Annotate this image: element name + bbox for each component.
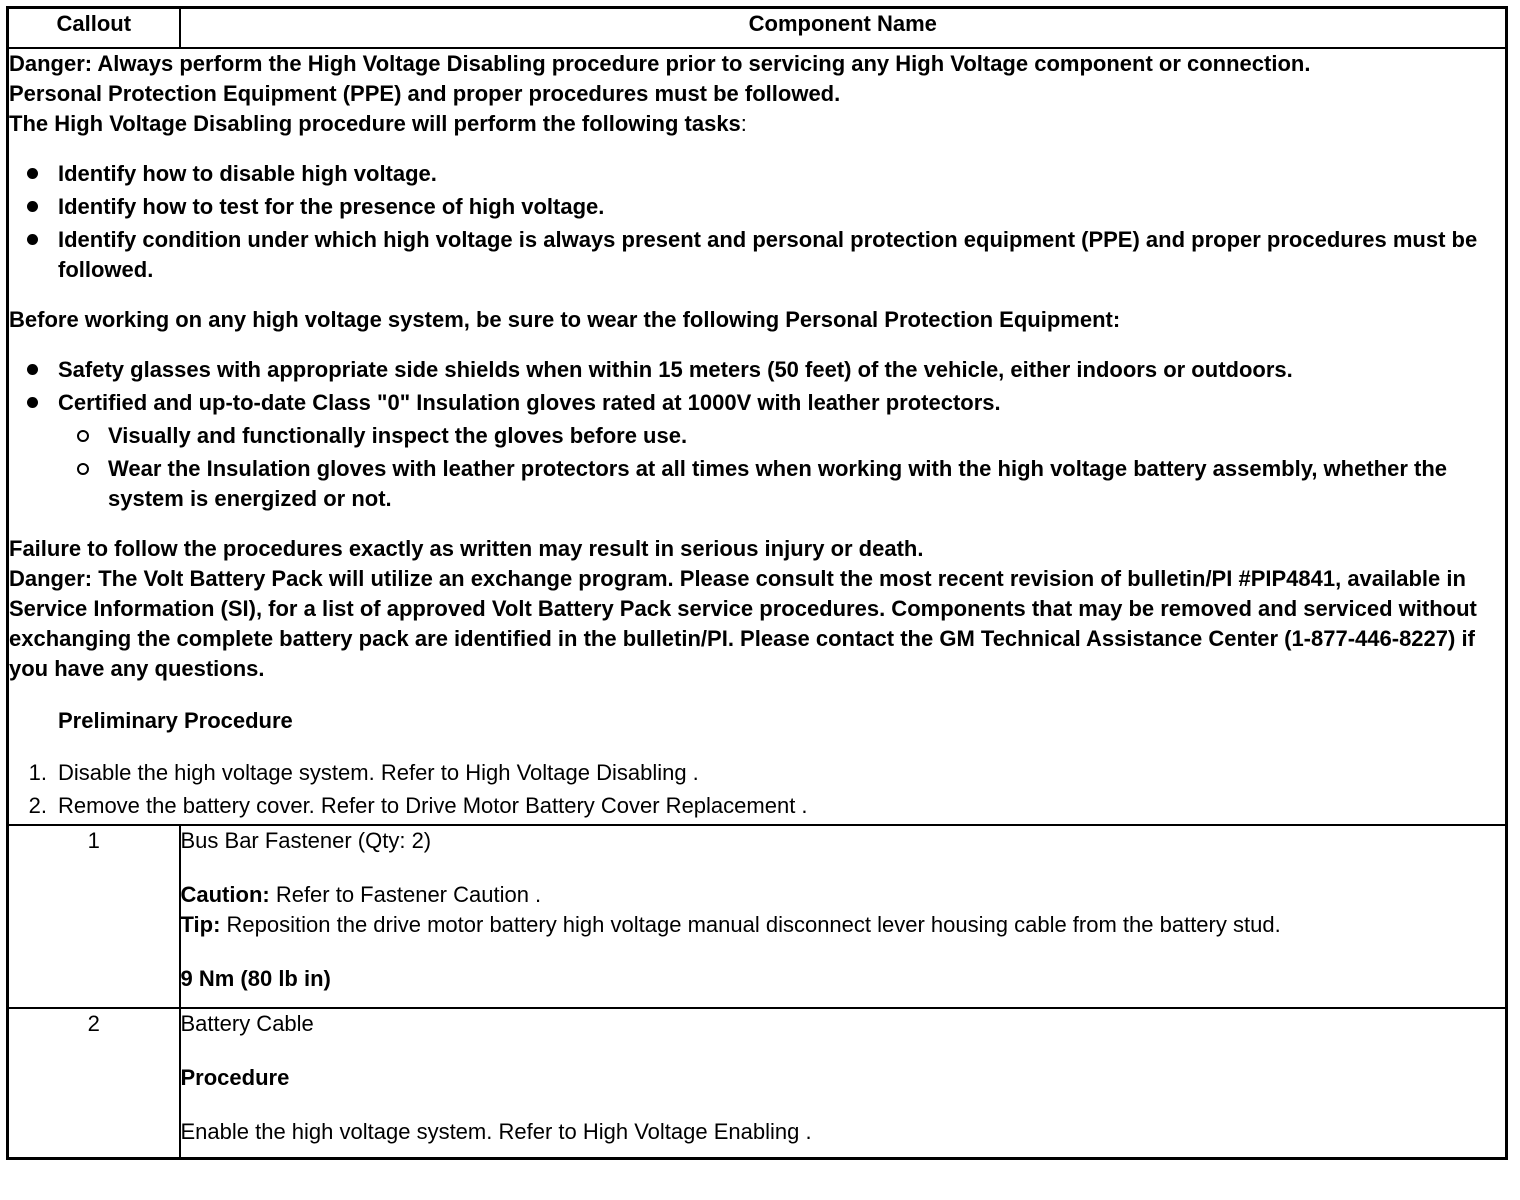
step-text: Disable the high voltage system. Refer to High Voltage Disabling . xyxy=(58,760,699,785)
step-item xyxy=(28,758,1505,788)
step-text: Remove the battery cover. Refer to Drive Motor Battery Cover Replacement . xyxy=(58,793,808,818)
torque-spec: 9 Nm (80 lb in) xyxy=(180,966,331,991)
caution-line xyxy=(181,880,1506,910)
caution-label: Caution: xyxy=(180,882,270,907)
callout-cell: 1 xyxy=(8,825,180,1008)
table-row xyxy=(8,825,1507,1008)
procedure-text: Enable the high voltage system. Refer to High Voltage Enabling . xyxy=(180,1119,812,1144)
danger-disabling-text: Danger: Always perform the High Voltage Disabling procedure prior to servicing any High Voltage component or connection. xyxy=(9,51,1311,76)
procedure-table xyxy=(6,6,1508,1160)
component-cell xyxy=(180,1008,1507,1158)
safety-notice xyxy=(8,48,1507,825)
component-cell xyxy=(180,825,1507,1008)
tip-label: Tip: xyxy=(180,912,221,937)
notice-row xyxy=(8,48,1507,825)
table-row xyxy=(8,1008,1507,1158)
tip-text: Reposition the drive motor battery high voltage manual disconnect lever housing cable from the battery stud. xyxy=(220,912,1281,937)
tip-line xyxy=(181,910,1506,940)
step-item xyxy=(28,791,1505,821)
preliminary-procedure-title: Preliminary Procedure xyxy=(58,708,293,733)
preliminary-steps xyxy=(9,758,1505,821)
sub-list-item: Visually and functionally inspect the gloves before use. xyxy=(108,421,1505,451)
callout-cell: 2 xyxy=(8,1008,180,1158)
callout-header: Callout xyxy=(8,8,180,49)
list-item: Identify how to test for the presence of high voltage. xyxy=(58,192,1505,222)
list-item: Identify condition under which high voltage is always present and personal protection equipment (PPE) and proper procedures must be followed. xyxy=(58,225,1505,285)
tasks-intro xyxy=(9,109,1505,139)
list-item: Safety glasses with appropriate side shields when within 15 meters (50 feet) of the vehicle, either indoors or outdoors. xyxy=(58,355,1505,385)
failure-warning: Failure to follow the procedures exactly as written may result in serious injury or death. xyxy=(9,536,924,561)
sub-list-item: Wear the Insulation gloves with leather protectors at all times when working with the high voltage battery assembly, whether the system is energized or not. xyxy=(108,454,1505,514)
gloves-sublist xyxy=(58,421,1505,514)
tasks-intro-text: The High Voltage Disabling procedure will perform the following tasks xyxy=(9,111,741,136)
tasks-intro-colon: : xyxy=(740,111,747,136)
step-number: 1. xyxy=(28,760,47,785)
component-name: Bus Bar Fastener (Qty: 2) xyxy=(180,828,432,853)
danger-exchange-text: Danger: The Volt Battery Pack will utilize an exchange program. Please consult the most recent revision of bulletin/PI #PIP4841, available in Service Information (SI), for a list of approved Volt Battery Pack service procedures. Components that may be removed and serviced without exchanging the complete battery pack are identified in the bulletin/PI. Please contact the GM Technical Assistance Center (1-877-446-8227) if you have any questions. xyxy=(9,566,1477,681)
ppe-list xyxy=(9,355,1505,514)
caution-text: Refer to Fastener Caution . xyxy=(269,882,542,907)
gloves-item-text: Certified and up-to-date Class "0" Insulation gloves rated at 1000V with leather protectors. xyxy=(58,390,1001,415)
procedure-label: Procedure xyxy=(180,1065,290,1090)
component-name: Battery Cable xyxy=(180,1011,314,1036)
ppe-text: Personal Protection Equipment (PPE) and proper procedures must be followed. xyxy=(9,81,841,106)
component-name-header: Component Name xyxy=(180,8,1507,49)
list-item xyxy=(58,388,1505,514)
before-working-text: Before working on any high voltage system, be sure to wear the following Personal Protection Equipment: xyxy=(9,307,1121,332)
tasks-list xyxy=(9,159,1505,285)
step-number: 2. xyxy=(28,793,47,818)
header-row xyxy=(8,8,1507,49)
list-item: Identify how to disable high voltage. xyxy=(58,159,1505,189)
